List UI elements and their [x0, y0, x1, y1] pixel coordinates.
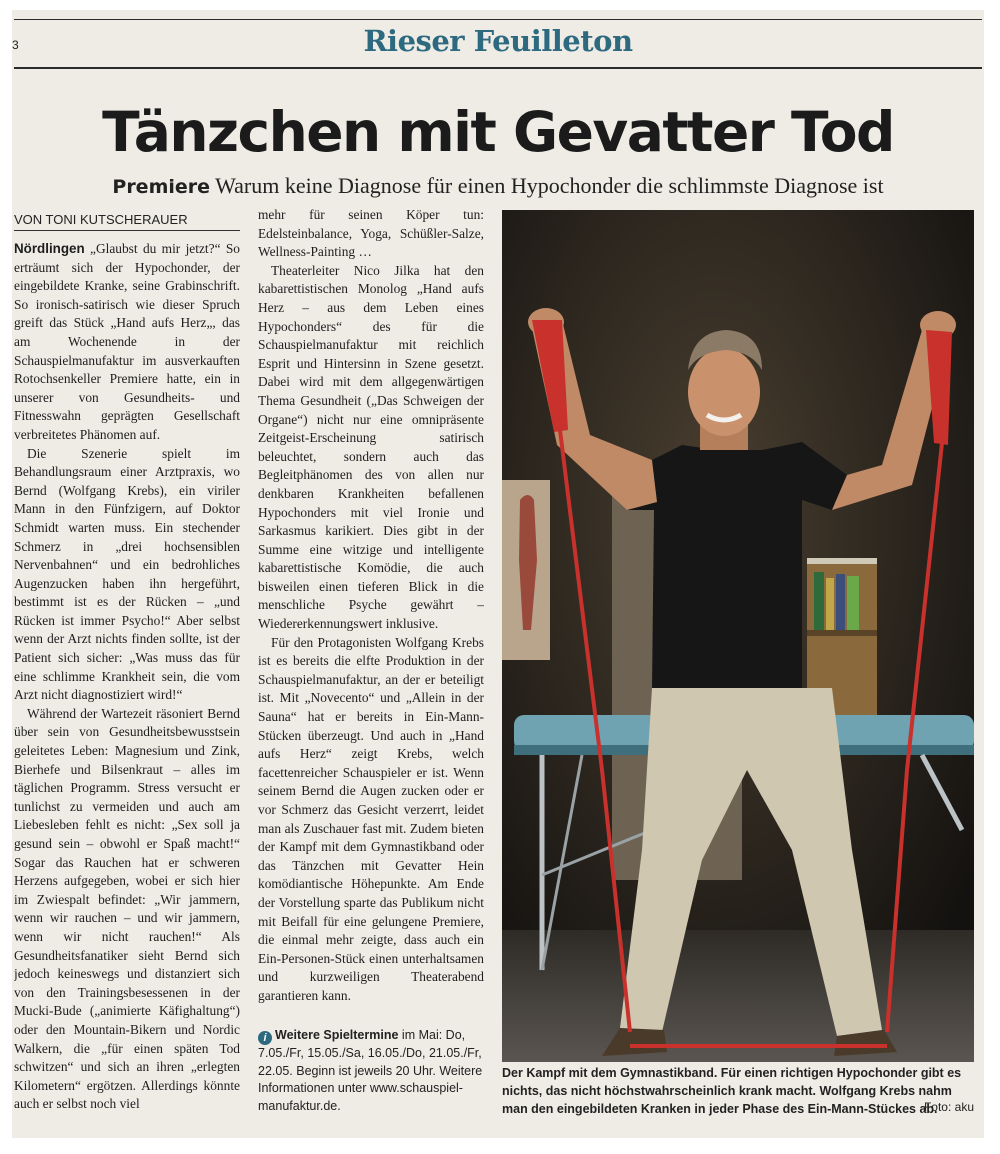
page-number: 3 — [12, 38, 19, 52]
paragraph — [14, 240, 240, 445]
paragraph: Die Szenerie spielt im Behandlungsraum einer Arztpraxis, wo Bernd (Wolfgang Krebs), ein viriler Mann in den Fünfzigern, auf Doktor Schmidt warten muss. Ein stechender Schmerz in „drei hochsensiblen Nervenbahnen“ und ein bedrohliches Augenzucken haben ihn hergeführt, bestimmt ist es der Rücken – „und Rücken ist immer Psycho!“ Aber selbst wenn der Arzt nichts finden sollte, ist der Patient sich sicher: „Was muss das für eine schlimme Krankheit sein, die vom Arzt nicht diagnostiziert wird!“ — [14, 445, 240, 703]
photo-credit: Foto: aku — [923, 1100, 974, 1114]
subheadline-kicker: Premiere — [112, 176, 211, 198]
info-label: Weitere Spieltermine — [275, 1028, 399, 1042]
photo-caption: Der Kampf mit dem Gymnastikband. Für einen richtigen Hypochonder gibt es nichts, das nicht höchstwahrscheinlich krank macht. Wolfgang Krebs nahm man den eingebildeten Kranken in jeder Phase des Ein-Mann-Stückes ab. — [502, 1066, 962, 1116]
top-rule — [14, 19, 982, 20]
newspaper-page — [12, 10, 984, 1138]
section-title: Rieser Feuilleton — [363, 24, 633, 58]
article-column-1 — [14, 240, 240, 1128]
paragraph: Theaterleiter Nico Jilka hat den kabarettistischen Monolog „Hand aufs Herz – aus dem Leben eines Hypochonders“ des für die Schauspielmanufaktur mit reichlich Esprit und Hintersinn in Szene gesetzt. Dabei wird mit dem allgegenwärtigen Thema Gesundheit („Das Schweigen der Organe“) nicht nur eine omnipräsente Zeitgeist-Erscheinung satirisch beleuchtet, sondern auch das Begleitphänomen des von allen nur denkbaren Krankheiten befallenen Hypochonders mit viel Ironie und Sarkasmus karikiert. Dies gibt in der Summe eine witzige und intelligente kabarettistische Komödie, die auch bisweilen einen tieferen Blick in die menschliche Psyche gewährt – Wiedererkennungswert inklusive. — [258, 262, 484, 632]
headline: Tänzchen mit Gevatter Tod — [102, 100, 894, 164]
subheadline — [12, 173, 984, 199]
info-icon: i — [258, 1031, 272, 1045]
info-text: im Mai: Do, 7.05./Fr, 15.05./Sa, 16.05./Do, 21.05./Fr, 22.05. Beginn ist jeweils 20 Uhr. Weitere Informationen unter www.schauspiel-manufaktur.de. — [258, 1028, 483, 1113]
section-rule — [14, 67, 982, 69]
photo-illustration — [502, 210, 974, 1062]
paragraph: Für den Protagonisten Wolfgang Krebs ist es bereits die elfte Produktion in der Schauspielmanufaktur, an der er beteiligt ist. Mit „Novecento“ und „Allein in der Sauna“ hat er bereits in Ein-Mann-Stücken überzeugt. Und auch in „Hand aufs Herz“ zeigt Krebs, welch facettenreicher Schauspieler er ist. Wenn seinem Bernd die Augen zucken oder er vor Schmerz das Gesicht verzerrt, leidet man als Zuschauer fast mit. Zudem bieten der Kampf mit dem Gymnastikband oder das Tänzchen mit Gevatter Hein komödiantische Höhepunkte. Am Ende der Vorstellung sparte das Publikum nicht mit Beifall für eine gelungene Premiere, die einmal mehr zeigte, dass auch ein Ein-Personen-Stück einen unterhaltsamen und kurzweiligen Theaterabend garantieren kann. — [258, 634, 484, 1003]
info-box — [258, 1027, 488, 1115]
dateline: Nördlingen — [14, 241, 85, 256]
subheadline-text: Warum keine Diagnose für einen Hypochonder die schlimmste Diagnose ist — [215, 173, 884, 198]
article-column-2 — [258, 206, 484, 1014]
paragraph: mehr für seinen Köper tun: Edelsteinbalance, Yoga, Schüßler-Salze, Wellness-Painting … — [258, 207, 484, 260]
stage-photo — [502, 210, 974, 1062]
paragraph-text: „Glaubst du mir jetzt?“ So erträumt sich der Hypochonder, der eingebildete Kranke, seine Grabinschrift. So ironisch-satirisch wie dieser Spruch greift das Stück „Hand aufs Herz„, das am Wochenende in der Schauspielmanufaktur im ausverkauften Rotochsenkeller Premiere hatte, ein in unserer von Gesundheits- und Fitnesswahn geprägten Gesellschaft verbreitetes Phänomen auf. — [14, 241, 240, 442]
paragraph: Während der Wartezeit räsoniert Bernd über sein von Gesundheitsbewusstsein geleitetes Leben: Magnesium und Zink, Bierhefe und Bilsenkraut – alles im täglichen Programm. Stress versucht er tunlichst zu vermeiden und auch am Liebesleben fehlt es nicht: „Sex soll ja gesund sein – obwohl er Spaß macht!“ Sogar das Rauchen hat er schweren Herzens aufgegeben, wobei er sich hier im Zwiespalt befindet: „Wir jammern, wenn wir rauchen – und wir jammern, wenn wir nicht rauchen!“ Als Gesundheitsfanatiker sieht Bernd sich jedoch keineswegs und distanziert sich von den Trainingsbesessenen in der Mucki-Bude („animierte Käfighaltung“) oder den Mountain-Bikern und Nordic Walkern, die „für einen späten Tod schwitzen“ und sich an ihren „erlegten Kilometern“ ergötzen. Allerdings könnte auch er selbst noch viel — [14, 705, 240, 1112]
byline: VON TONI KUTSCHERAUER — [14, 212, 240, 231]
